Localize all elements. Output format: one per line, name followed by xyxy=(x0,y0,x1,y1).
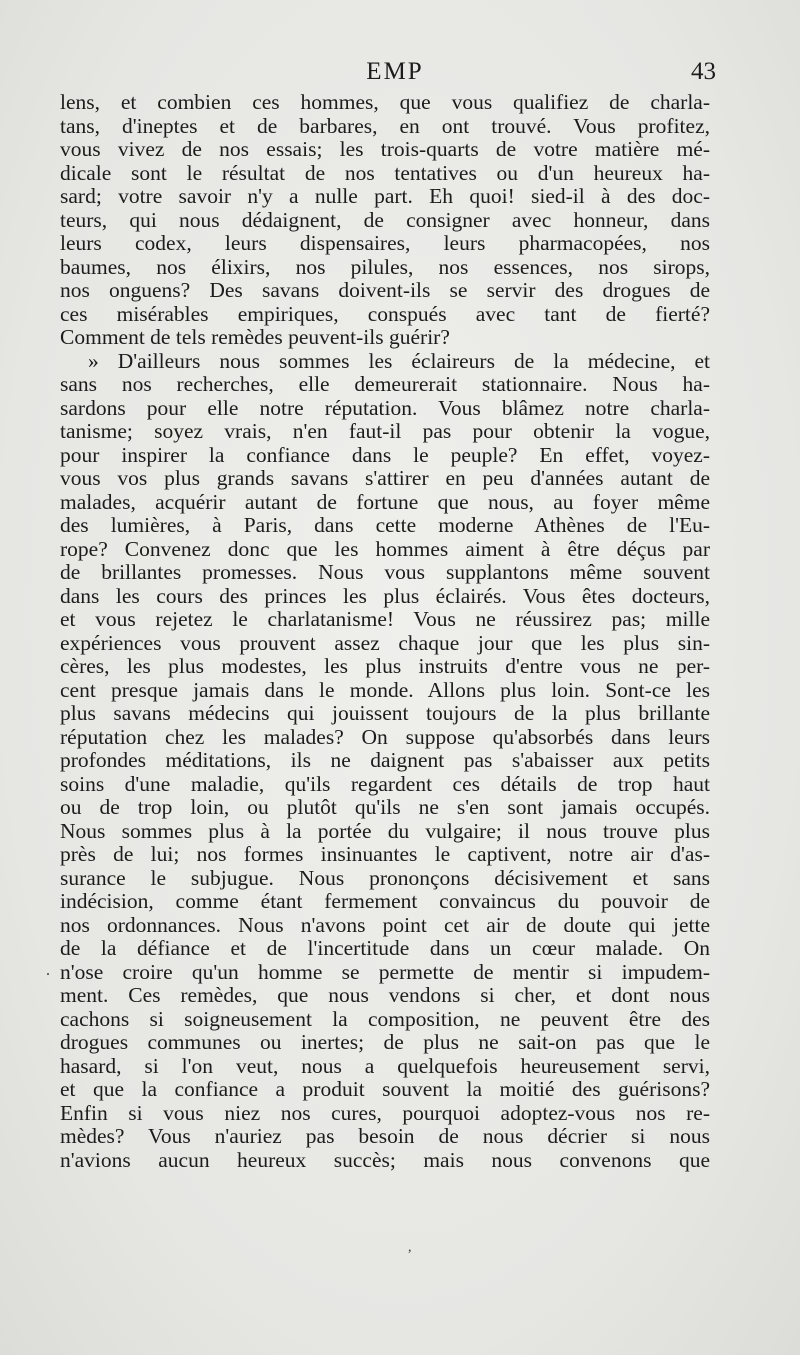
text-line: hasard, si l'on veut, nous a quelquefois heureusement servi, xyxy=(60,1054,710,1078)
text-line: vous vivez de nos essais; les trois-quarts de votre matière mé- xyxy=(60,138,710,161)
text-line: pour inspirer la confiance dans le peuple? En effet, voyez- xyxy=(60,443,710,467)
running-head xyxy=(0,58,800,92)
text-line: nos onguens? Des savans doivent-ils se servir des drogues de xyxy=(60,279,710,302)
text-line: » D'ailleurs nous sommes les éclaireurs de la médecine, et xyxy=(88,349,710,373)
running-head-title: EMP xyxy=(366,58,424,85)
text-line: rope? Convenez donc que les hommes aiment à être déçus par xyxy=(60,537,710,561)
text-line: cachons si soigneusement la composition, ne peuvent être des xyxy=(60,1007,710,1031)
text-line: ou de trop loin, ou plutôt qu'ils ne s'en sont jamais occupés. xyxy=(60,796,710,819)
text-line: mèdes? Vous n'auriez pas besoin de nous décrier si nous xyxy=(60,1125,710,1148)
text-line: dans les cours des princes les plus éclairés. Vous êtes docteurs, xyxy=(60,584,710,608)
text-line: drogues communes ou inertes; de plus ne sait-on pas que le xyxy=(60,1031,710,1054)
print-speck: . xyxy=(46,962,50,979)
text-line: baumes, nos élixirs, nos pilules, nos essences, nos sirops, xyxy=(60,255,710,279)
page-number: 43 xyxy=(691,58,716,85)
text-line: de la défiance et de l'incertitude dans un cœur malade. On xyxy=(60,937,710,960)
body-text xyxy=(60,91,710,1172)
text-line: sans nos recherches, elle demeurerait stationnaire. Nous ha- xyxy=(60,373,710,396)
text-line: et vous rejetez le charlatanisme! Vous ne réussirez pas; mille xyxy=(60,608,710,631)
text-line: réputation chez les malades? On suppose qu'absorbés dans leurs xyxy=(60,725,710,749)
text-line: cères, les plus modestes, les plus instruits d'entre vous ne per- xyxy=(60,655,710,678)
text-line: malades, acquérir autant de fortune que nous, au foyer même xyxy=(60,490,710,514)
text-line: des lumières, à Paris, dans cette moderne Athènes de l'Eu- xyxy=(60,514,710,537)
text-line: sardons pour elle notre réputation. Vous blâmez notre charla- xyxy=(60,396,710,420)
text-line: ces misérables empiriques, conspués avec tant de fierté? xyxy=(60,302,710,326)
text-line: Nous sommes plus à la portée du vulgaire; il nous trouve plus xyxy=(60,819,710,843)
print-speck: , xyxy=(408,1240,412,1255)
text-line: dicale sont le résultat de nos tentatives ou d'un heureux ha- xyxy=(60,161,710,185)
text-line: n'ose croire qu'un homme se permette de mentir si impudem- xyxy=(60,960,710,984)
text-line: tanisme; soyez vrais, n'en faut-il pas pour obtenir la vogue, xyxy=(60,420,710,443)
text-line: teurs, qui nous dédaignent, de consigner avec honneur, dans xyxy=(60,208,710,232)
text-line: et que la confiance a produit souvent la moitié des guérisons? xyxy=(60,1078,710,1101)
text-line: vous vos plus grands savans s'attirer en peu d'années autant de xyxy=(60,467,710,490)
text-line: expériences vous prouvent assez chaque jour que les plus sin- xyxy=(60,631,710,655)
text-line: Enfin si vous niez nos cures, pourquoi adoptez-vous nos re- xyxy=(60,1101,710,1125)
text-line: Comment de tels remèdes peuvent-ils guérir? xyxy=(60,326,450,349)
text-line: de brillantes promesses. Nous vous supplantons même souvent xyxy=(60,561,710,584)
text-line: soins d'une maladie, qu'ils regardent ces détails de trop haut xyxy=(60,772,710,796)
text-line: leurs codex, leurs dispensaires, leurs pharmacopées, nos xyxy=(60,232,710,255)
text-line: n'avions aucun heureux succès; mais nous convenons que xyxy=(60,1148,710,1172)
text-line: lens, et combien ces hommes, que vous qualifiez de charla- xyxy=(60,91,710,114)
text-line: près de lui; nos formes insinuantes le captivent, notre air d'as- xyxy=(60,843,710,866)
text-line: cent presque jamais dans le monde. Allons plus loin. Sont-ce les xyxy=(60,678,710,702)
text-line: sard; votre savoir n'y a nulle part. Eh quoi! sied-il à des doc- xyxy=(60,185,710,208)
text-line: profondes méditations, ils ne daignent pas s'abaisser aux petits xyxy=(60,749,710,772)
text-line: ment. Ces remèdes, que nous vendons si cher, et dont nous xyxy=(60,984,710,1007)
text-line: surance le subjugue. Nous prononçons décisivement et sans xyxy=(60,866,710,890)
text-line: tans, d'ineptes et de barbares, en ont trouvé. Vous profitez, xyxy=(60,114,710,138)
text-line: plus savans médecins qui jouissent toujours de la plus brillante xyxy=(60,702,710,725)
text-line: nos ordonnances. Nous n'avons point cet air de doute qui jette xyxy=(60,913,710,937)
text-line: indécision, comme étant fermement convaincus du pouvoir de xyxy=(60,890,710,913)
